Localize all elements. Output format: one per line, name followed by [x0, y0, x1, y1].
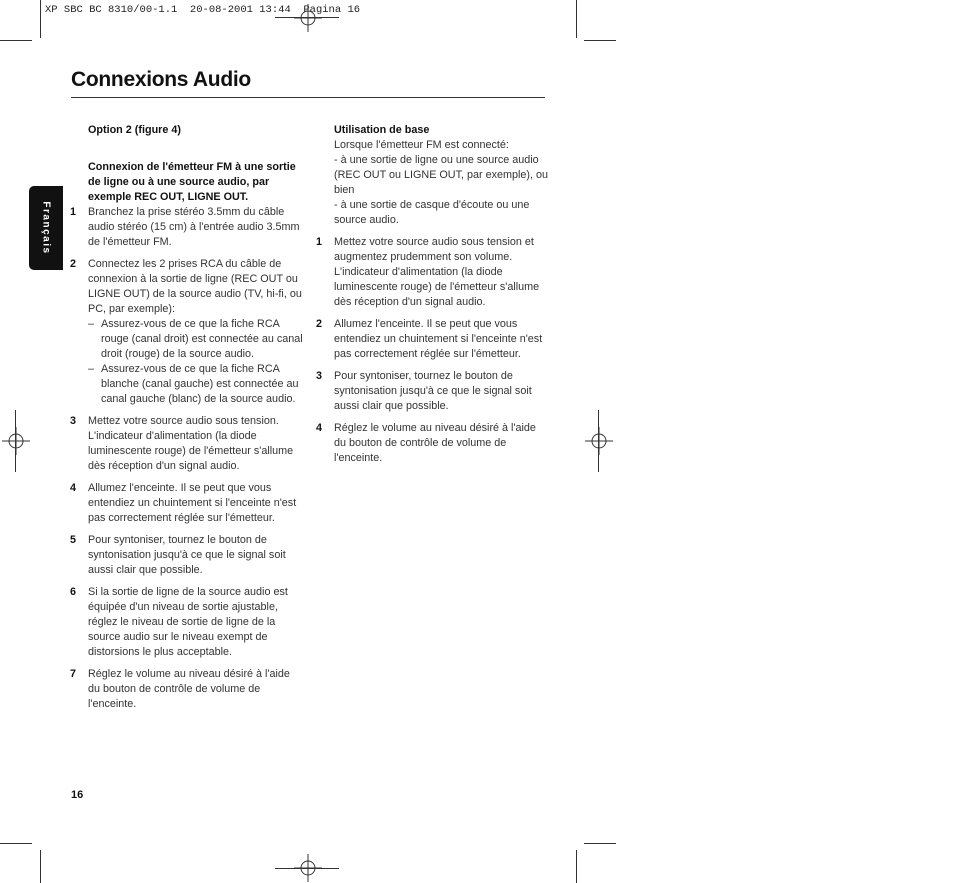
sub-item-text: Assurez-vous de ce que la fiche RCA rouge (canal droit) est connectée au canal droit (rouge) de la source audio.: [101, 318, 303, 360]
list-item: [316, 317, 549, 362]
list-item: [316, 421, 549, 466]
registration-mark-icon: [294, 4, 322, 32]
right-column: [316, 123, 549, 466]
intro-text: Lorsque l'émetteur FM est connecté:: [334, 139, 509, 151]
sub-item-text: Assurez-vous de ce que la fiche RCA blanche (canal gauche) est connectée au canal gauche (blanc) de la source audio.: [101, 363, 299, 405]
print-header: XP SBC BC 8310/00-1.1 20-08-2001 13:44 Pagina 16: [45, 4, 361, 16]
step-number: 3: [316, 370, 323, 382]
step-number: 7: [70, 668, 77, 680]
crop-mark: [15, 410, 16, 472]
step-number: 6: [70, 586, 77, 598]
crop-mark: [598, 410, 599, 472]
crop-mark: [275, 868, 339, 869]
section-heading: Utilisation de base: [334, 124, 430, 136]
title-divider: [71, 97, 545, 98]
step-text: Mettez votre source audio sous tension et augmentez prudemment son volume. L'indicateur d'alimentation (la diode luminescente rouge) de l'émetteur s'allume dès réception d'un signal audio.: [334, 236, 540, 308]
list-item: [316, 235, 549, 310]
list-item: [70, 667, 303, 712]
step-text: Mettez votre source audio sous tension. L'indicateur d'alimentation (la diode luminescente rouge) de l'émetteur s'allume dès réception d'un signal audio.: [88, 415, 294, 472]
crop-mark: [275, 17, 339, 18]
list-item: [70, 533, 303, 578]
crop-mark: [584, 843, 616, 844]
language-tab: [29, 186, 63, 270]
crop-mark: [576, 850, 577, 883]
sub-item: [88, 362, 303, 407]
registration-mark-icon: [2, 427, 30, 455]
step-number: 5: [70, 534, 77, 546]
step-number: 2: [70, 258, 77, 270]
list-item: [316, 369, 549, 414]
step-text: Pour syntoniser, tournez le bouton de syntonisation jusqu'à ce que le signal soit aussi clair que possible.: [334, 370, 532, 412]
sub-item-dash: –: [88, 318, 95, 330]
sub-item-dash: –: [88, 363, 95, 375]
step-text: Connectez les 2 prises RCA du câble de connexion à la sortie de ligne (REC OUT ou LIGNE OUT) de la source audio (TV, hi-fi, ou PC, par exemple):: [88, 258, 302, 315]
step-text: Allumez l'enceinte. Il se peut que vous entendiez un chuintement si l'enceinte n'est pas correctement réglée sur l'émetteur.: [334, 318, 543, 360]
step-number: 4: [316, 422, 323, 434]
step-text: Allumez l'enceinte. Il se peut que vous entendiez un chuintement si l'enceinte n'est pas correctement réglée sur l'émetteur.: [88, 482, 297, 524]
crop-mark: [584, 40, 616, 41]
crop-mark: [40, 0, 41, 38]
list-item: [70, 585, 303, 660]
condition-item: - à une sortie de casque d'écoute ou une source audio.: [334, 199, 530, 226]
step-text: Réglez le volume au niveau désiré à l'aide du bouton de contrôle de volume de l'enceinte.: [88, 668, 290, 710]
condition-item: - à une sortie de ligne ou une source audio (REC OUT ou LIGNE OUT, par exemple), ou bien: [334, 154, 549, 196]
list-item: [70, 257, 303, 407]
registration-mark-icon: [585, 427, 613, 455]
crop-mark: [0, 843, 32, 844]
crop-mark: [576, 0, 577, 38]
step-text: Branchez la prise stéréo 3.5mm du câble audio stéréo (15 cm) à l'entrée audio 3.5mm de l'émetteur FM.: [88, 206, 300, 248]
page-number: 16: [71, 789, 84, 801]
step-number: 4: [70, 482, 77, 494]
step-number: 1: [316, 236, 323, 248]
list-item: [70, 481, 303, 526]
option-heading: Option 2 (figure 4): [88, 124, 181, 136]
section-heading: Connexion de l'émetteur FM à une sortie de ligne ou à une source audio, par exemple REC OUT, LIGNE OUT.: [88, 161, 296, 203]
step-text: Si la sortie de ligne de la source audio est équipée d'un niveau de sortie ajustable, réglez le niveau de sortie de ligne de la source audio sur le niveau exempt de distorsions le plus acceptable.: [88, 586, 288, 658]
page-title: Connexions Audio: [71, 68, 251, 91]
left-column: [70, 123, 303, 712]
step-number: 3: [70, 415, 77, 427]
crop-mark: [40, 850, 41, 883]
sub-item: [88, 317, 303, 362]
list-item: [70, 414, 303, 474]
list-item: [70, 205, 303, 250]
step-number: 2: [316, 318, 323, 330]
step-number: 1: [70, 206, 77, 218]
language-tab-label: Français: [40, 201, 52, 255]
step-text: Réglez le volume au niveau désiré à l'aide du bouton de contrôle de volume de l'enceinte.: [334, 422, 536, 464]
crop-mark: [0, 40, 32, 41]
step-text: Pour syntoniser, tournez le bouton de syntonisation jusqu'à ce que le signal soit aussi clair que possible.: [88, 534, 286, 576]
